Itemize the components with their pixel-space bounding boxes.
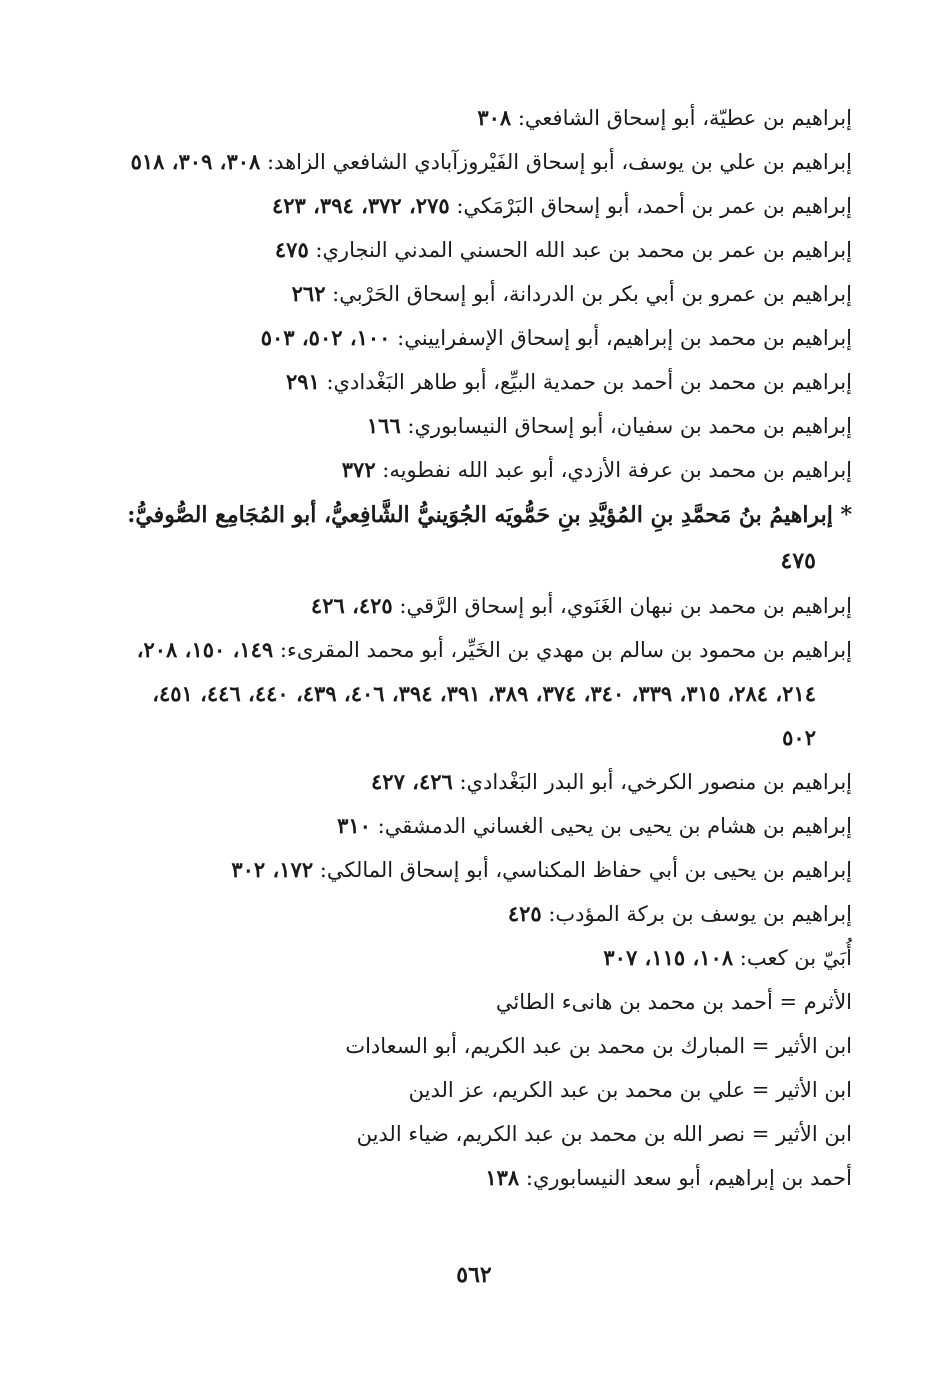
entry-name: * إبراهيمُ بنُ مَحمَّدِ بنِ المُؤيَّدِ بنِ حَمُّويَه الجُوَينيُّ الشَّافِعيُّ، أبو المُجَامِع الصُّوفيُّ: [127,502,852,528]
entry-pages: ١٦٦ [366,413,401,438]
cross-reference-entry [120,1112,852,1156]
index-entry [120,892,852,936]
index-entry [120,272,852,316]
index-entry [120,848,852,892]
entry-pages: ١٤٩، ١٥٠، ٢٠٨، ٢١٤، ٢٨٤، ٣١٥، ٣٣٩، ٣٤٠، ٣٧٤، ٣٨٩، ٣٩١، ٣٩٤، ٤٠٦، ٤٣٩، ٤٤٠، ٤٤٦، ٤٥١، ٥٠٢ [136,637,816,750]
entry-pages: ١٣٨ [485,1165,520,1190]
entry-pages: ٤٢٥، ٤٢٦ [310,593,393,618]
entry-name: إبراهيم بن هشام بن يحيى بن يحيى الغساني الدمشقي: [370,814,852,838]
entry-pages: ٣٧٢ [341,457,376,482]
index-entry [120,404,852,448]
entry-pages: ٤٧٥ [780,548,816,574]
entry-pages: ٢٩١ [285,369,320,394]
entry-name: ابن الأثير = علي بن محمد بن عبد الكريم، عز الدين [408,1078,852,1102]
entry-name: ابن الأثير = المبارك بن محمد بن عبد الكريم، أبو السعادات [345,1034,852,1058]
featured-index-entry [120,492,852,584]
entry-name: إبراهيم بن محمد بن نبهان الغَنَوي، أبو إسحاق الرَّقي: [392,594,852,618]
entry-name: إبراهيم بن عمر بن أحمد، أبو إسحاق البَرْمَكي: [449,194,852,218]
index-entry [120,184,852,228]
index-entry [120,360,852,404]
entry-name: إبراهيم بن محمد بن عرفة الأزدي، أبو عبد الله نفطويه: [375,458,852,482]
index-entry [120,316,852,360]
index-entry [120,1156,852,1200]
index-entry [120,96,852,140]
entry-name: إبراهيم بن عمرو بن أبي بكر بن الدردانة، أبو إسحاق الحَرْبي: [325,282,852,306]
entry-pages: ٣٠٨ [477,105,512,130]
entry-name: إبراهيم بن عمر بن محمد بن عبد الله الحسني المدني النجاري: [308,238,852,262]
index-entry [120,936,852,980]
entry-pages: ٤٢٦، ٤٢٧ [371,769,453,794]
entry-pages: ٢٦٢ [291,281,326,306]
entry-name: إبراهيم بن محمد بن سفيان، أبو إسحاق النيسابوري: [400,414,852,438]
entry-pages: ٢٧٥، ٣٧٢، ٣٩٤، ٤٢٣ [271,193,450,218]
index-entry [120,804,852,848]
entry-pages: ٤٢٥ [507,901,542,926]
entry-pages: ٤٧٥ [274,237,309,262]
entry-name: أُبَيّ بن كعب: [733,946,852,970]
entry-pages: ١٠٨، ١١٥، ٣٠٧ [603,945,734,970]
cross-reference-entry [120,1024,852,1068]
entry-name: ابن الأثير = نصر الله بن محمد بن عبد الكريم، ضياء الدين [356,1122,852,1146]
entry-pages: ١٧٢، ٣٠٢ [231,857,314,882]
entry-name: إبراهيم بن يوسف بن بركة المؤدب: [541,902,852,926]
entry-name: إبراهيم بن علي بن يوسف، أبو إسحاق الفَيْروزآبادي الشافعي الزاهد: [260,150,852,174]
entry-name: إبراهيم بن عطيّة، أبو إسحاق الشافعي: [511,106,852,130]
page-number: ٥٦٢ [456,1262,492,1288]
index-entry [120,140,852,184]
entry-pages: ١٠٠، ٥٠٢، ٥٠٣ [260,325,391,350]
index-entries [120,96,852,1200]
entry-name: أحمد بن إبراهيم، أبو سعد النيسابوري: [519,1166,852,1190]
entry-name: إبراهيم بن محمد بن أحمد بن حمدية البيِّع، أبو طاهر البَغْدادي: [319,370,852,394]
entry-name: إبراهيم بن منصور الكرخي، أبو البدر البَغْدادي: [452,770,852,794]
index-entry [120,448,852,492]
index-entry [120,584,852,628]
cross-reference-entry [120,1068,852,1112]
cross-reference-entry [120,980,852,1024]
entry-name: إبراهيم بن محمد بن إبراهيم، أبو إسحاق الإسفراييني: [390,326,852,350]
index-entry [120,628,852,760]
index-entry [120,760,852,804]
entry-name: الأثرم = أحمد بن محمد بن هانىء الطائي [495,990,852,1014]
entry-pages: ٣١٠ [337,813,371,838]
entry-pages: ٣٠٨، ٣٠٩، ٥١٨ [130,149,261,174]
entry-name: إبراهيم بن محمود بن سالم بن مهدي بن الخَيِّر، أبو محمد المقرىء: [273,638,852,662]
index-entry [120,228,852,272]
entry-name: إبراهيم بن يحيى بن أبي حفاظ المكناسي، أبو إسحاق المالكي: [313,858,852,882]
